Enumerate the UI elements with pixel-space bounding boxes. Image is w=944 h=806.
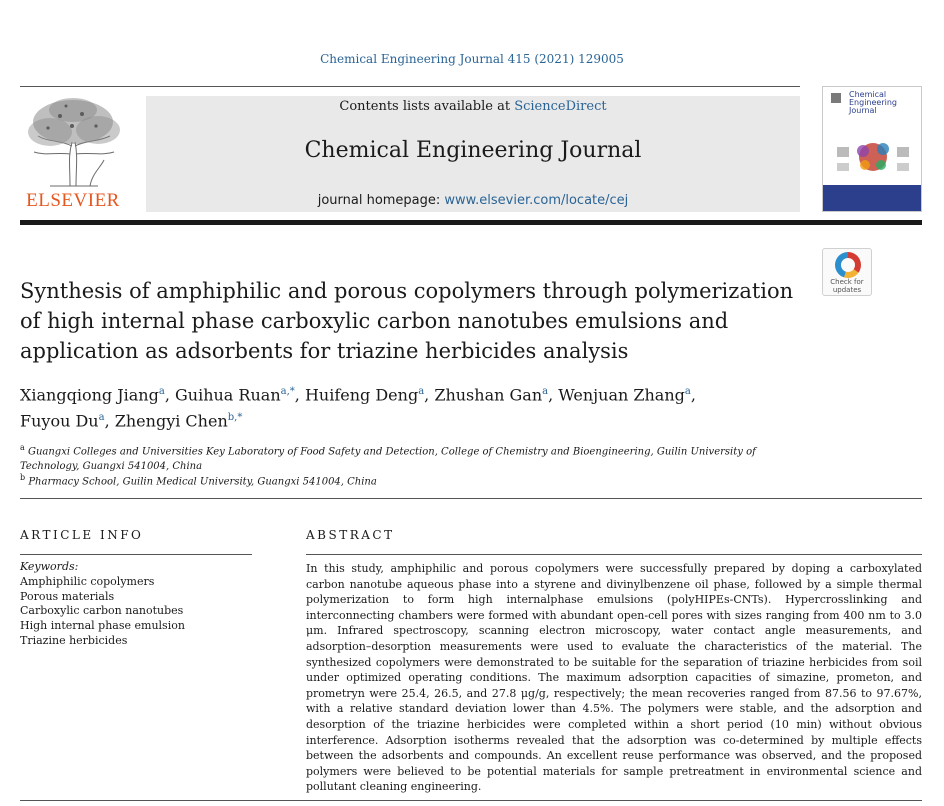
check-updates-icon <box>835 252 861 278</box>
author-affil-mark[interactable]: a <box>684 386 691 397</box>
keyword-item: High internal phase emulsion <box>20 619 185 633</box>
cover-title: Chemical Engineering Journal <box>849 90 897 115</box>
elsevier-logo[interactable] <box>20 96 140 214</box>
abstract-text: In this study, amphiphilic and porous copolymers were successfully prepared by doping a carboxylated carbon nanotube aqueous phase into a styrene and divinylbenzene oil phase, followed by a simple thermal polymerization to form high internalphase emulsions (polyHIPEs-CNTs). Hypercrosslinking and interconnecting chambers were formed with abundant open-cell pores with sizes ranging from 400 nm to 3.0 μm. Infrared spectroscopy, scanning electron microscopy, water contact angle measurements, and adsorption–desorption measurements were used to evaluate the characteristics of the material. The synthesized copolymers were demonstrated to be suitable for the separation of triazine herbicides from soil under optimized operating conditions. The maximum adsorption capacities of simazine, prometon, and prometryn were 25.4, 26.5, and 27.8 μg/g, respectively; the mean recoveries ranged from 87.56 to 97.67%, with a relative standard deviation lower than 4.5%. The polymers were stable, and the adsorption and desorption of the triazine herbicides were completed within a short period (10 min) without obvious interference. Adsorption isotherms revealed that the adsorption was co-determined by multiple effects between the adsorbents and compounds. An excellent reuse performance was observed, and the proposed polymers were believed to be potential materials for sample pretreatment in environmental science and pollutant cleaning engineering. <box>306 562 922 794</box>
check-for-updates-button[interactable] <box>822 248 872 296</box>
keyword-item: Porous materials <box>20 589 115 603</box>
journal-cover-thumbnail[interactable] <box>822 86 922 212</box>
homepage-prefix: journal homepage: <box>317 193 445 208</box>
elsevier-wordmark: ELSEVIER <box>26 190 120 211</box>
cover-corner-icon <box>829 91 843 105</box>
keywords-block <box>20 560 252 649</box>
keywords-label: Keywords: <box>20 560 79 573</box>
keyword-item: Amphiphilic copolymers <box>20 574 155 588</box>
affiliation-text: Pharmacy School, Guilin Medical University, Guangxi 541004, China <box>28 476 377 488</box>
check-updates-label: Check for updates <box>830 278 864 294</box>
header-top-rule <box>20 86 800 87</box>
article-info-heading: ARTICLE INFO <box>20 528 144 542</box>
journal-citation[interactable]: Chemical Engineering Journal 415 (2021) 129005 <box>320 52 624 66</box>
tree-logo-icon <box>20 96 126 188</box>
homepage-line <box>146 193 800 208</box>
author-affil-mark[interactable]: a <box>418 386 425 397</box>
affiliation-mark: b <box>20 473 26 482</box>
author-name[interactable]: Fuyou Du <box>20 411 99 431</box>
author-affil-mark[interactable]: a <box>158 386 165 397</box>
cover-art-icon <box>825 133 921 183</box>
abstract-bottom-rule <box>20 800 922 801</box>
author-affil-mark[interactable]: a <box>542 386 549 397</box>
contents-prefix: Contents lists available at <box>339 99 515 114</box>
abstract-rule <box>306 554 922 555</box>
affiliation-mark: a <box>20 443 25 452</box>
author-name[interactable]: Xiangqiong Jiang <box>20 385 159 405</box>
author-affil-mark[interactable]: a <box>98 412 105 424</box>
author-affil-mark[interactable]: b,* <box>227 412 243 424</box>
author-name[interactable]: Zhengyi Chen <box>114 411 228 431</box>
affiliation-text: Guangxi Colleges and Universities Key Laboratory of Food Safety and Detection, College of Chemistry and Bioengineering, Guilin University of Technology, Guangxi 541004, China <box>20 446 756 473</box>
affiliation-b <box>20 470 800 489</box>
article-title: Synthesis of amphiphilic and porous copolymers through polymerization of high internal phase carboxylic carbon nanotubes emulsions and application as adsorbents for triazine herbicides analysis <box>20 279 794 363</box>
author-name[interactable]: Huifeng Deng <box>304 385 419 405</box>
section-divider <box>20 498 922 499</box>
header-thick-rule <box>20 220 922 225</box>
journal-title: Chemical Engineering Journal <box>304 138 642 163</box>
journal-banner <box>146 96 800 212</box>
author-list: Xiangqiong Jiang$^a$, Guihua Ruan$^{a,*}$, Huifeng Deng$^a$, Zhushan Gan$^a$, Wenjuan Zhang$^a$, Fuyou Du$^a$, Zhengyi Chen$^{b,*}$ <box>20 385 696 431</box>
abstract-heading: ABSTRACT <box>306 528 395 542</box>
cover-footer-bar <box>823 185 921 211</box>
homepage-link[interactable]: www.elsevier.com/locate/cej <box>444 193 629 208</box>
sciencedirect-link[interactable]: ScienceDirect <box>514 99 607 114</box>
keyword-item: Triazine herbicides <box>20 633 128 647</box>
author-affil-mark[interactable]: a,* <box>280 386 295 397</box>
article-info-rule <box>20 554 252 555</box>
author-name[interactable]: Zhushan Gan <box>434 385 543 405</box>
author-name[interactable]: Guihua Ruan <box>174 385 281 405</box>
author-name[interactable]: Wenjuan Zhang <box>558 385 685 405</box>
keyword-item: Carboxylic carbon nanotubes <box>20 604 184 618</box>
contents-line <box>146 99 800 114</box>
